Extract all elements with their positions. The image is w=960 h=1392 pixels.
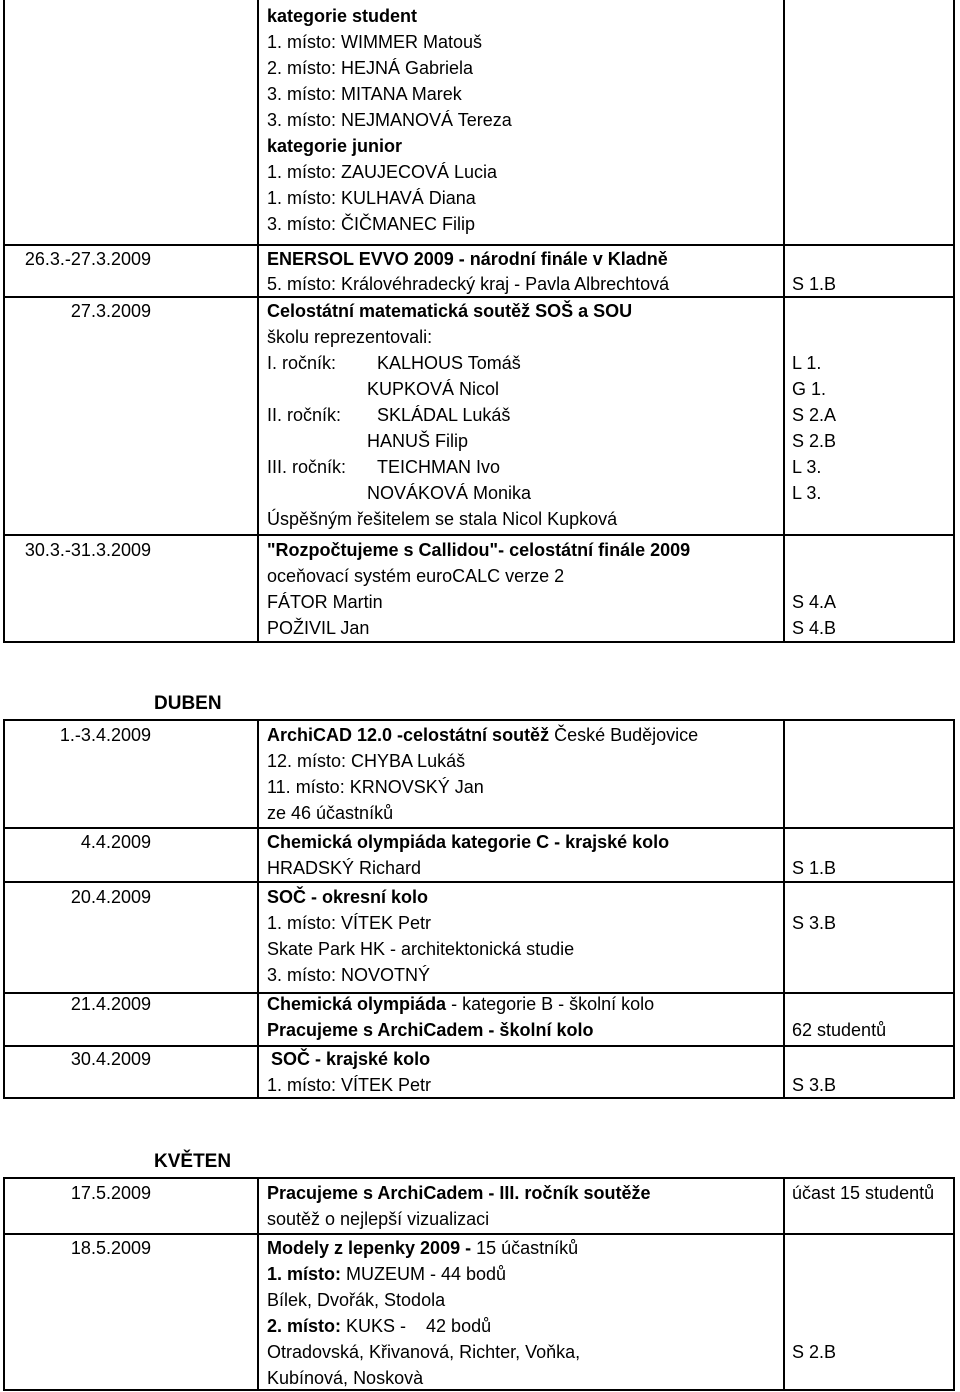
class-label: G 1. [792,379,827,399]
class-label: S 2.B [792,1342,837,1362]
event-title [267,993,654,1015]
event-title-rest: 15 účastníků [471,1238,579,1258]
event-title: ENERSOL EVVO 2009 - národní finále v Kladně [267,249,668,269]
student-name: HANUŠ Filip [367,431,469,451]
column-divider [783,0,785,641]
event-title: Chemická olympiáda kategorie C - krajské kolo [267,832,670,852]
result-line: Skate Park HK - architektonická studie [267,939,575,959]
class-label: S 3.B [792,1075,837,1095]
class-label: L 3. [792,457,822,477]
event-title: Pracujeme s ArchiCadem - školní kolo [267,1020,594,1040]
participants-count: účast 15 studentů [792,1183,935,1203]
result-line: 1. místo: ZAUJECOVÁ Lucia [267,162,498,182]
event-date: 20.4.2009 [70,887,151,907]
event-title-bold: Chemická olympiáda [267,994,447,1014]
event-title [267,724,698,746]
category-heading: kategorie junior [267,136,403,156]
class-label: S 4.B [792,618,837,638]
event-date: 30.4.2009 [70,1049,151,1069]
class-label: L 1. [792,353,822,373]
student-name: FÁTOR Martin [267,592,383,612]
result-line: 5. místo: Královéhradecký kraj - Pavla Albrechtová [267,274,670,294]
may-table [3,1177,955,1391]
grade-label: II. ročník: [267,405,342,425]
result-line: oceňovací systém euroCALC verze 2 [267,566,565,586]
class-label: S 1.B [792,274,837,294]
row-divider [5,244,953,246]
column-divider [257,0,259,641]
event-title: Pracujeme s ArchiCadem - III. ročník soutěže [267,1183,651,1203]
event-title-rest: - kategorie B - školní kolo [446,994,655,1014]
class-label: S 2.A [792,405,837,425]
student-name: POŽIVIL Jan [267,618,370,638]
result-line: 3. místo: MITANA Marek [267,84,462,104]
result-line: 3. místo: ČIČMANEC Filip [267,214,476,234]
row-divider [5,827,953,829]
place-label: 1. místo: [267,1264,342,1284]
result-line: 3. místo: NEJMANOVÁ Tereza [267,110,512,130]
event-date: 18.5.2009 [70,1238,151,1258]
event-date: 30.3.-31.3.2009 [24,540,151,560]
class-label: L 3. [792,483,822,503]
student-name: NOVÁKOVÁ Monika [367,483,532,503]
class-label: S 4.A [792,592,837,612]
result-line: 12. místo: CHYBA Lukáš [267,751,466,771]
grade-label: III. ročník: [267,457,347,477]
row-divider [5,296,953,298]
student-name: SKLÁDAL Lukáš [377,405,511,425]
event-date: 17.5.2009 [70,1183,151,1203]
result-line: 1. místo: VÍTEK Petr [267,1075,432,1095]
event-date: 27.3.2009 [70,301,151,321]
result-line: 2. místo: HEJNÁ Gabriela [267,58,474,78]
column-divider [783,1179,785,1389]
column-divider [257,1179,259,1389]
result-line: 1. místo: WIMMER Matouš [267,32,483,52]
student-name: KUPKOVÁ Nicol [367,379,500,399]
row-divider [5,534,953,536]
month-heading-may: KVĚTEN [154,1151,232,1172]
team-members: Otradovská, Křivanová, Richter, Voňka, [267,1342,581,1362]
result-line [267,1315,491,1337]
class-label: S 3.B [792,913,837,933]
result-line: 1. místo: KULHAVÁ Diana [267,188,476,208]
result-line: soutěž o nejlepší vizualizaci [267,1209,490,1229]
row-divider [5,1045,953,1047]
place-result: MUZEUM - 44 bodů [341,1264,507,1284]
event-title: SOČ - okresní kolo [267,887,429,907]
event-title-location: České Budějovice [549,725,699,745]
event-title [267,1237,578,1259]
event-date: 1.-3.4.2009 [59,725,151,745]
grade-label: I. ročník: [267,353,337,373]
result-line: školu reprezentovali: [267,327,433,347]
category-heading: kategorie student [267,6,418,26]
student-name: HRADSKÝ Richard [267,858,422,878]
row-divider [5,881,953,883]
result-line: Úspěšným řešitelem se stala Nicol Kupková [267,509,618,529]
event-date: 26.3.-27.3.2009 [24,249,151,269]
place-label: 2. místo: [267,1316,342,1336]
event-title: Celostátní matematická soutěž SOŠ a SOU [267,301,633,321]
column-divider [783,721,785,1097]
place-result: KUKS - 42 bodů [341,1316,492,1336]
event-title-bold: ArchiCAD 12.0 -celostátní soutěž [267,725,550,745]
student-name: TEICHMAN Ivo [377,457,501,477]
event-date: 4.4.2009 [80,832,151,852]
team-members: Kubínová, Noskovà [267,1368,424,1388]
result-line: 11. místo: KRNOVSKÝ Jan [267,777,484,797]
month-heading-april: DUBEN [154,693,222,714]
event-title-bold: Modely z lepenky 2009 - [267,1238,472,1258]
result-line [267,1263,506,1285]
event-title: SOČ - krajské kolo [271,1049,431,1069]
april-table [3,719,955,1099]
march-table [3,0,955,643]
class-label: S 1.B [792,858,837,878]
event-title: "Rozpočtujeme s Callidou"- celostátní finále 2009 [267,540,691,560]
team-members: Bílek, Dvořák, Stodola [267,1290,446,1310]
student-name: KALHOUS Tomáš [377,353,521,373]
class-label: S 2.B [792,431,837,451]
row-divider [5,1233,953,1235]
result-line: ze 46 účastníků [267,803,394,823]
participants-count: 62 studentů [792,1020,887,1040]
result-line: 3. místo: NOVOTNÝ [267,965,431,985]
event-date: 21.4.2009 [70,994,151,1014]
column-divider [257,721,259,1097]
result-line: 1. místo: VÍTEK Petr [267,913,432,933]
